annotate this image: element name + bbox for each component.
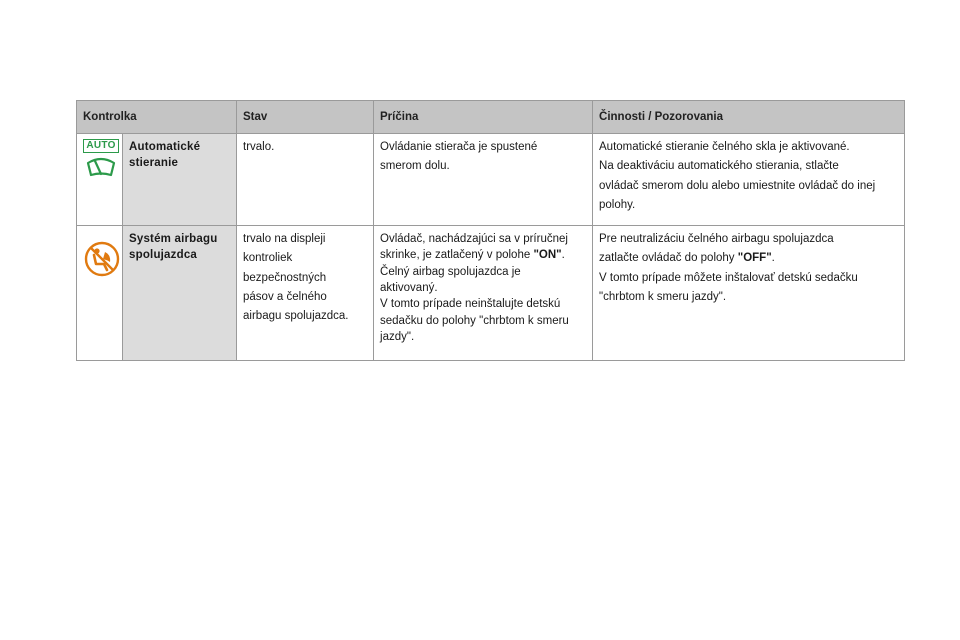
lamp-name: Systém airbagu spolujazdca — [123, 226, 237, 361]
cause-cell: Ovládač, nachádzajúci sa v príručnej skrinke, je zatlačený v polohe "ON". Čelný airbag spolujazdca je aktivovaný. V tomto prípade neinštalujte detskú sedačku do polohy "chrbtom k smeru jazdy". — [374, 226, 593, 361]
header-pricina: Príčina — [374, 101, 593, 134]
on-position-label: "ON" — [533, 249, 562, 262]
cause-cell: Ovládanie stierača je spustené smerom dolu. — [374, 134, 593, 226]
table-row — [77, 226, 905, 361]
passenger-airbag-off-icon — [83, 240, 121, 278]
header-kontrolka: Kontrolka — [77, 101, 237, 134]
auto-wiper-icon: AUTO — [83, 139, 119, 184]
warning-lights-table — [76, 100, 905, 361]
header-cinnosti: Činnosti / Pozorovania — [593, 101, 905, 134]
off-position-label: "OFF" — [737, 252, 772, 265]
table-row — [77, 134, 905, 226]
table-header-row — [77, 101, 905, 134]
state-cell: trvalo. — [237, 134, 374, 226]
lamp-name: Automatické stieranie — [123, 134, 237, 226]
state-cell: trvalo na displeji kontroliek bezpečnostných pásov a čelného airbagu spolujazdca. — [237, 226, 374, 361]
action-cell: Pre neutralizáciu čelného airbagu spolujazdca zatlačte ovládač do polohy "OFF". V tomto prípade môžete inštalovať detskú sedačku "chrbtom k smeru jazdy". — [593, 226, 905, 361]
icon-cell — [77, 134, 123, 226]
action-cell: Automatické stieranie čelného skla je aktivované. Na deaktiváciu automatického stierania, stlačte ovládač smerom dolu alebo umiestnite ovládač do inej polohy. — [593, 134, 905, 226]
header-stav: Stav — [237, 101, 374, 134]
icon-cell — [77, 226, 123, 361]
